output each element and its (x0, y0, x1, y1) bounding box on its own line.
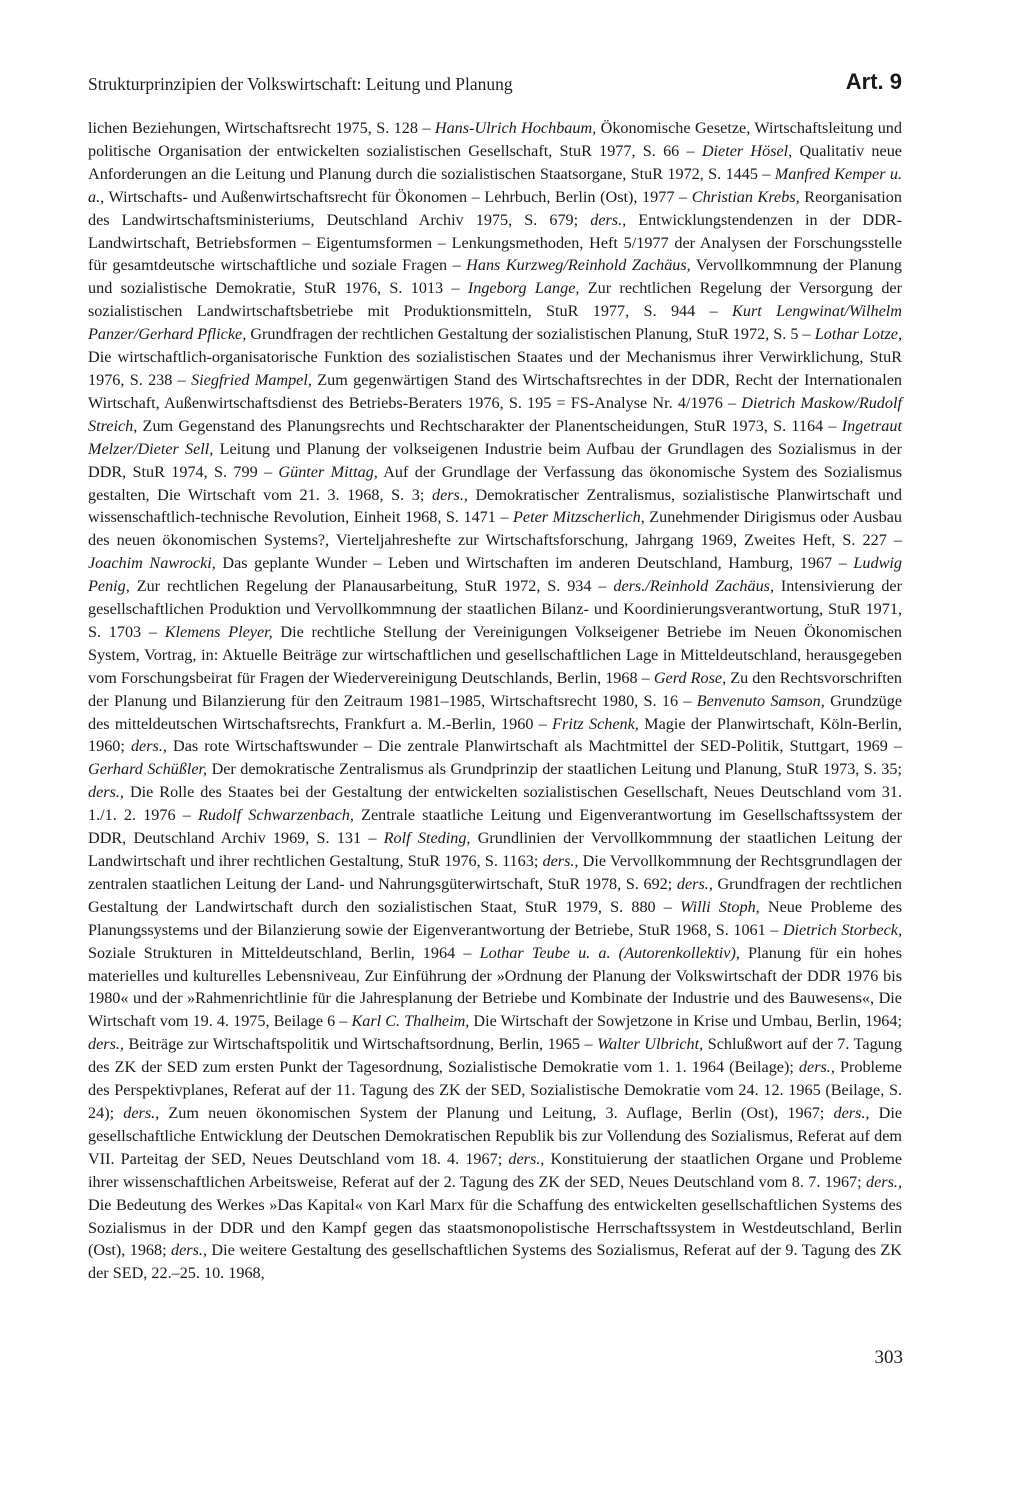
citation-text: Die Vervollkommnung der Rechtsgrundlagen der zentralen staatlichen Leitung der Land- und Nahrungsgüterwirtschaft, StuR 1978, S. 692; (88, 852, 902, 893)
citation-text: Auf der Grundlage der Verfassung das ökonomische System des Sozialismus gestalten, Die Wirtschaft vom 21. 3. 1968, S. 3; (88, 462, 903, 504)
citation-text: Die rechtliche Stellung der Vereinigungen Volkseigener Betriebe im Neuen Ökonomischen System, Vortrag, in: Aktuelle Beiträge zur wirtschaftlichen und gesellschaftlichen Lage in Mitteldeutschland, herausgegeben vom Forschungsbeirat für Fragen der Wiedervereinigung Deutschlands, Berlin, 1968 – (88, 622, 902, 687)
citation-text: Das rote Wirtschaftswunder – Die zentrale Planwirtschaft als Machtmittel der SED-Politik, Stuttgart, 1969 – (166, 737, 902, 756)
author-name: Willi Stoph, (680, 897, 760, 916)
citation-text: Der demokratische Zentralismus als Grundprinzip der staatlichen Leitung und Planung, StuR 1973, S. 35; (207, 760, 902, 779)
citation-text: Magie der Planwirtschaft, Köln-Berlin, 1960; (88, 714, 902, 756)
author-name: Ingeborg Lange, (467, 279, 580, 298)
page-number: 303 (874, 1347, 903, 1368)
author-name: ders., (833, 1103, 870, 1122)
author-name: Dietrich Maskow/Rudolf Streich, (88, 393, 902, 435)
author-name: Rolf Steding, (383, 829, 471, 848)
citation-text: Wirtschafts- und Außenwirtschaftsrecht für Ökonomen – Lehrbuch, Berlin (Ost), 1977 – (104, 187, 692, 206)
author-name: Peter Mitzscherlich, (513, 508, 645, 527)
citation-text: Die wirtschaftlich-organisatorische Funktion des sozialistischen Staates und der Mechanismus ihrer Verwirklichung, StuR 1976, S. 238 – (88, 348, 902, 389)
citation-text: Vervollkommnung der Planung und sozialistische Demokratie, StuR 1976, S. 1013 – (88, 256, 903, 298)
author-name: ders., (130, 737, 167, 756)
citation-text: lichen Beziehungen, Wirtschaftsrecht 1975, S. 128 – (88, 119, 435, 137)
author-name: Siegfried Mampel, (191, 370, 312, 389)
citation-text: Zunehmender Dirigismus oder Ausbau des neuen ökonomischen Systems?, Vierteljahreshefte zur Wirtschaftsforschung, Jahrgang 1969, Zweites Heft, S. 227 – (88, 508, 902, 550)
citation-text: Zum gegenwärtigen Stand des Wirtschaftsrechtes in der DDR, Recht der Internationalen Wirtschaft, Außenwirtschaftsdienst des Betriebs-Beraters 1976, S. 195 = FS-Analyse Nr. 4/1976 – (88, 370, 902, 412)
citation-text: Die gesellschaftliche Entwicklung der Deutschen Demokratischen Republik bis zur Vollendung des Sozialismus, Referat auf dem VII. Parteitag der SED, Neues Deutschland vom 18. 4. 1967; (88, 1103, 902, 1168)
author-name: ders., (798, 1058, 835, 1077)
author-name: ders., (88, 783, 124, 802)
citation-text: Grundzüge des mitteldeutschen Wirtschaftsrechts, Frankfurt a. M.-Berlin, 1960 – (88, 691, 902, 733)
running-head: Strukturprinzipien der Volkswirtschaft: Leitung und Planung (88, 74, 513, 94)
author-name: Hans-Ulrich Hochbaum, (434, 119, 597, 137)
citation-text: Reorganisation des Landwirtschaftsministeriums, Deutschland Archiv 1975, S. 679; (88, 187, 902, 229)
citation-text: Grundlinien der Vervollkommnung der staatlichen Leitung der Landwirtschaft und ihrer rechtlichen Gestaltung, StuR 1976, S. 1163; (88, 829, 903, 870)
author-name: Karl C. Thalheim, (351, 1012, 470, 1031)
citation-text: Zur rechtlichen Regelung der Planausarbeitung, StuR 1972, S. 934 – (129, 577, 614, 596)
citation-text: Qualitativ neue Anforderungen an die Leitung und Planung durch die sozialistischen Staatsorgane, StuR 1972, S. 1445 – (88, 141, 902, 183)
citation-text: Die Bedeutung des Werkes »Das Kapital« von Karl Marx für die Schaffung des entwickelten gesellschaftlichen Systems des Sozialismus in der DDR und den Kampf gegen das staatsmonopolistische Herrschaftssystem in Westdeutschland, Berlin (Ost), 1968; (88, 1195, 902, 1260)
author-name: Benvenuto Samson, (696, 691, 825, 710)
author-name: ders., (542, 852, 579, 870)
citation-text: Die Rolle des Staates bei der Gestaltung der entwickelten sozialistischen Gesellschaft, Neues Deutschland vom 31. 1./1. 2. 1976 – (88, 783, 902, 825)
citation-text: Soziale Strukturen in Mitteldeutschland, Berlin, 1964 – (88, 943, 480, 962)
author-name: Ludwig Penig, (88, 554, 902, 596)
citation-text: Demokratischer Zentralismus, sozialistische Planwirtschaft und wissenschaftlich-technische Revolution, Einheit 1968, S. 1471 – (88, 485, 903, 527)
citation-text: Probleme des Perspektivplanes, Referat auf der 11. Tagung des ZK der SED, Sozialistische Demokratie vom 24. 12. 1965 (Beilage, S. 24); (88, 1058, 902, 1122)
citation-text: Konstituierung der staatlichen Organe und Probleme ihrer wissenschaftlichen Arbeitsweise, Referat auf der 2. Tagung des ZK der SED, Neues Deutschland vom 8. 7. 1967; (88, 1149, 902, 1191)
author-name: Gerhard Schüßler, (88, 760, 208, 779)
author-name: Christian Krebs, (691, 187, 800, 206)
bibliography-text (88, 117, 902, 1285)
citation-text: Schlußwort auf der 7. Tagung des ZK der SED zum ersten Punkt der Tagesordnung, Sozialistische Demokratie vom 1. 1. 1964 (Beilage); (88, 1035, 902, 1077)
author-name: ders./Reinhold Zachäus, (613, 577, 775, 596)
author-name: Manfred Kemper u. a., (88, 164, 902, 206)
author-name: Lothar Teube u. a. (Autorenkollektiv), (479, 943, 740, 962)
citation-text: Neue Probleme des Planungssystems und der Bilanzierung sowie der Eigenverantwortung der Betriebe, StuR 1968, S. 1061 – (88, 897, 902, 939)
author-name: Dietrich Storbeck, (782, 920, 902, 939)
author-name: Walter Ulbricht, (597, 1035, 704, 1054)
author-name: Kurt Lengwinat/Wilhelm Panzer/Gerhard Pflicke, (88, 302, 902, 344)
author-name: ders., (508, 1149, 545, 1168)
author-name: ders., (171, 1241, 207, 1260)
author-name: Rudolf Schwarzenbach, (197, 806, 354, 825)
citation-text: Zu den Rechtsvorschriften der Planung und Bilanzierung für den Zeitraum 1981–1985, Wirtschaftsrecht 1980, S. 16 – (88, 668, 902, 710)
citation-text: Die Wirtschaft der Sowjetzone in Krise und Umbau, Berlin, 1964; (469, 1012, 902, 1031)
citation-text: Grundfragen der rechtlichen Gestaltung der sozialistischen Planung, StuR 1972, S. 5 – (246, 325, 815, 344)
citation-text: Grundfragen der rechtlichen Gestaltung der Landwirtschaft durch den sozialistischen Staat, StuR 1979, S. 880 – (88, 874, 902, 916)
citation-text: Zum neuen ökonomischen System der Planung und Leitung, 3. Auflage, Berlin (Ost), 1967; (159, 1103, 834, 1122)
citation-text: Zum Gegenstand des Planungsrechts und Rechtscharakter der Planentscheidungen, StuR 1973, S. 1164 – (137, 416, 842, 435)
author-name: ders., (88, 1035, 124, 1054)
author-name: Lothar Lotze, (814, 325, 902, 344)
author-name: Ingetraut Melzer/Dieter Sell, (88, 416, 902, 458)
citation-text: Zur rechtlichen Regelung der Versorgung der sozialistischen Landwirtschaftsbetriebe mit Produktionsmitteln, StuR 1977, S. 944 – (88, 279, 902, 321)
citation-text: Leitung und Planung der volkseigenen Industrie beim Aufbau der Grundlagen des Sozialismus in der DDR, StuR 1974, S. 799 – (88, 439, 903, 481)
author-name: Günter Mittag, (278, 462, 378, 481)
citation-text: Entwicklungstendenzen in der DDR-Landwirtschaft, Betriebsformen – Eigentumsformen – Lenkungsmethoden, Heft 5/1977 der Analysen der Forschungsstelle für gesamtdeutsche wirtschaftliche und soziale Fragen – (88, 210, 902, 275)
author-name: Joachim Nawrocki, (88, 554, 216, 573)
citation-text: Ökonomische Gesetze, Wirtschaftsleitung und politische Organisation der entwickelten sozialistischen Gesellschaft, StuR 1977, S. 66 – (88, 119, 902, 160)
author-name: ders., (590, 210, 627, 229)
author-name: Fritz Schenk, (552, 714, 639, 733)
bibliography-paragraph (88, 117, 902, 1285)
citation-text: Beiträge zur Wirtschaftspolitik und Wirtschaftsordnung, Berlin, 1965 – (123, 1035, 598, 1054)
author-name: Hans Kurzweg/Reinhold Zachäus, (466, 256, 691, 275)
author-name: ders., (123, 1103, 160, 1122)
citation-text: Das geplante Wunder – Leben und Wirtschaften im anderen Deutschland, Hamburg, 1967 – (215, 554, 854, 573)
citation-text: Die weitere Gestaltung des gesellschaftlichen Systems des Sozialismus, Referat auf der 9. Tagung des ZK der SED, 22.–25. 10. 1968, (88, 1241, 902, 1283)
author-name: Gerd Rose, (653, 668, 727, 687)
citation-text: Intensivierung der gesellschaftlichen Produktion und Vervollkommnung der staatlichen Bilanz- und Koordinierungsverantwortung, StuR 1971, S. 1703 – (88, 577, 902, 641)
author-name: ders., (676, 874, 713, 893)
author-name: Dieter Hösel, (701, 141, 793, 160)
author-name: Klemens Pleyer, (164, 622, 273, 641)
citation-text: Planung für ein hohes materielles und kulturelles Lebensniveau, Zur Einführung der »Ordnung der Planung der Volkswirtschaft der DDR 1976 bis 1980« und der »Rahmenrichtlinie für die Jahresplanung der Betriebe und Kombinate der Industrie und des Bauwesens«, Die Wirtschaft vom 19. 4. 1975, Beilage 6 – (88, 943, 903, 1031)
author-name: ders., (866, 1172, 902, 1191)
author-name: ders., (431, 485, 468, 504)
citation-text: Zentrale staatliche Leitung und Eigenverantwortung im Gesellschaftssystem der DDR, Deutschland Archiv 1969, S. 131 – (88, 806, 902, 848)
article-marker: Art. 9 (845, 69, 902, 94)
